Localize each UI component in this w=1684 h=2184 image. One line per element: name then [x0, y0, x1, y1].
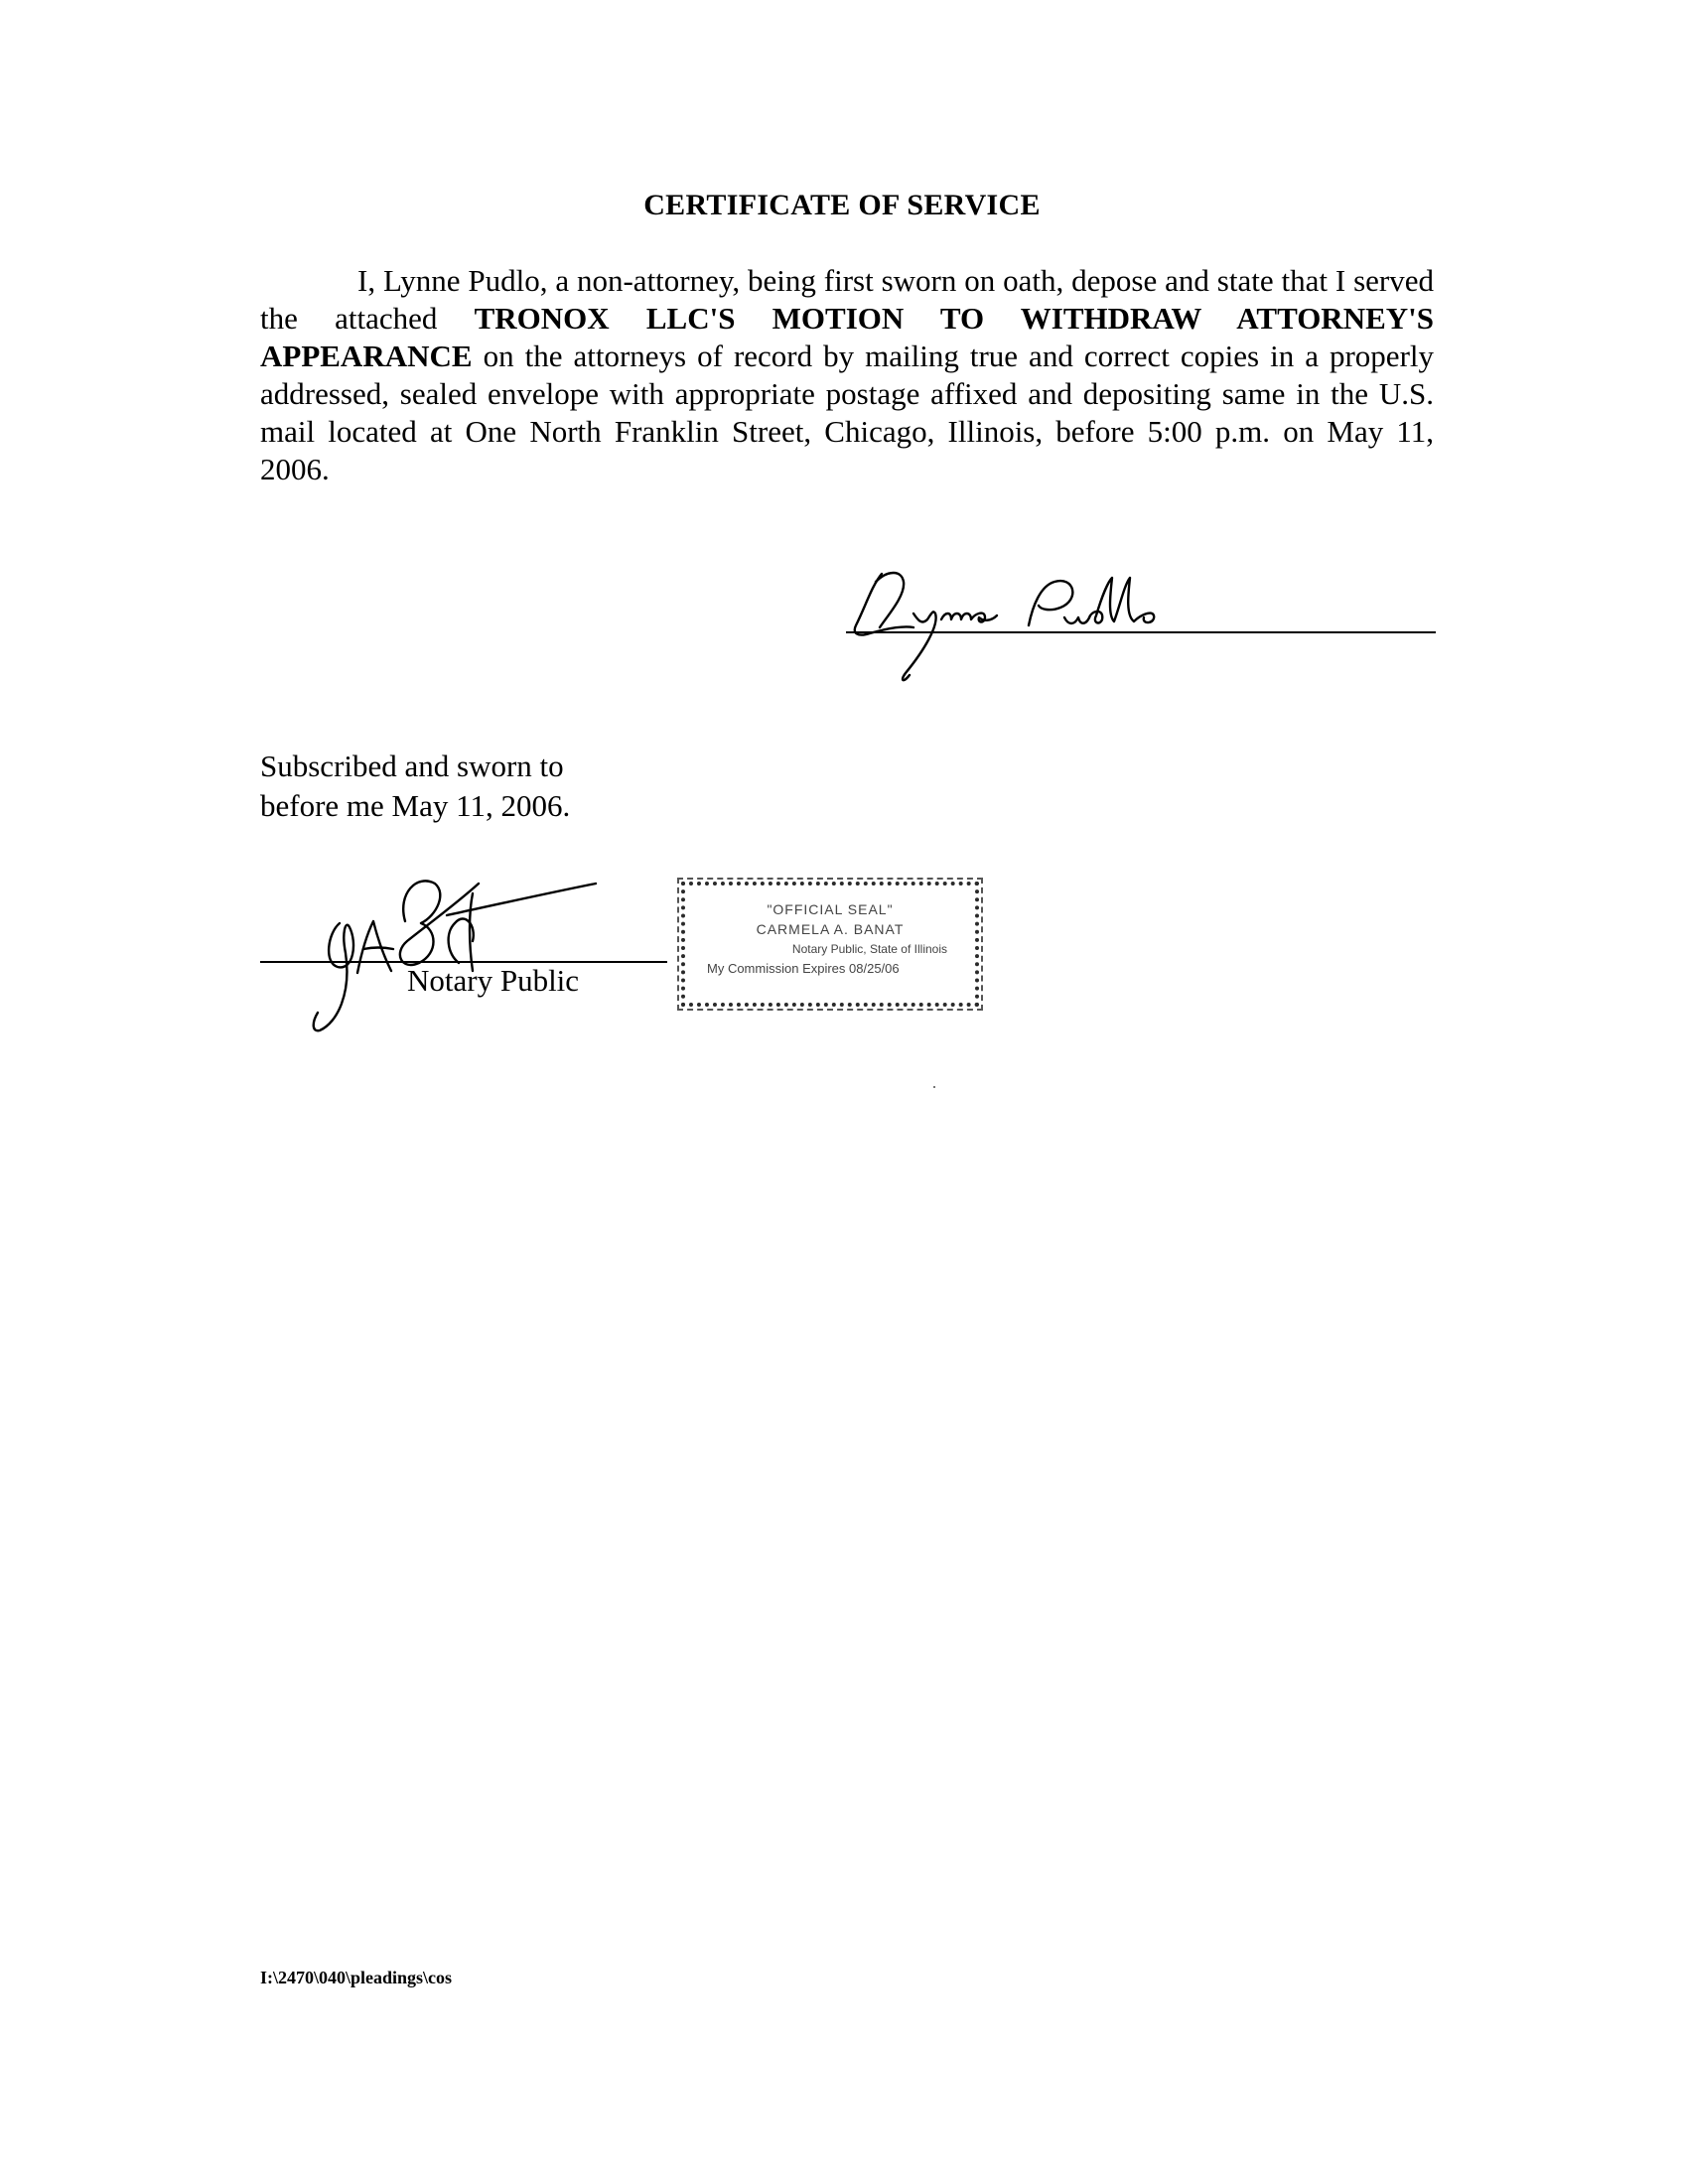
jurat [260, 747, 570, 826]
official-notary-seal [681, 882, 979, 1007]
certificate-paragraph [260, 262, 1434, 488]
seal-notary-name: CARMELA A. BANAT [756, 921, 905, 937]
jurat-line-2: before me May 11, 2006. [260, 788, 571, 823]
seal-state: Notary Public, State of Illinois [791, 942, 947, 956]
signer-signature-line [846, 631, 1436, 633]
seal-title: "OFFICIAL SEAL" [767, 901, 894, 917]
paragraph-text-end: on the attorneys of record by mailing true and correct copies in a properly addressed, sealed envelope with appropriate postage affixed and depositing same in the U.S. mail located at One North Franklin Street, Chicago, Illinois, before 5:00 p.m. on May 11, 2006. [260, 339, 1434, 486]
certificate-body [260, 262, 1434, 488]
jurat-line-1: Subscribed and sworn to [260, 749, 564, 783]
seal-expiration: My Commission Expires 08/25/06 [707, 961, 900, 976]
paragraph-text-start: I, Lynne Pudlo, a non-attorney, being first sworn on oath, depose and state that I served the attached [260, 263, 1434, 336]
notary-public-label: Notary Public [407, 963, 580, 998]
scan-speck [933, 1086, 935, 1088]
signer-signature [844, 556, 1261, 685]
footer-file-path: I:\2470\040\pleadings\cos [260, 1968, 453, 1987]
page-title: CERTIFICATE OF SERVICE [643, 189, 1041, 221]
notary-signature [298, 864, 635, 1042]
motion-title: TRONOX LLC'S MOTION TO WITHDRAW ATTORNEY'S APPEARANCE [260, 301, 1434, 373]
